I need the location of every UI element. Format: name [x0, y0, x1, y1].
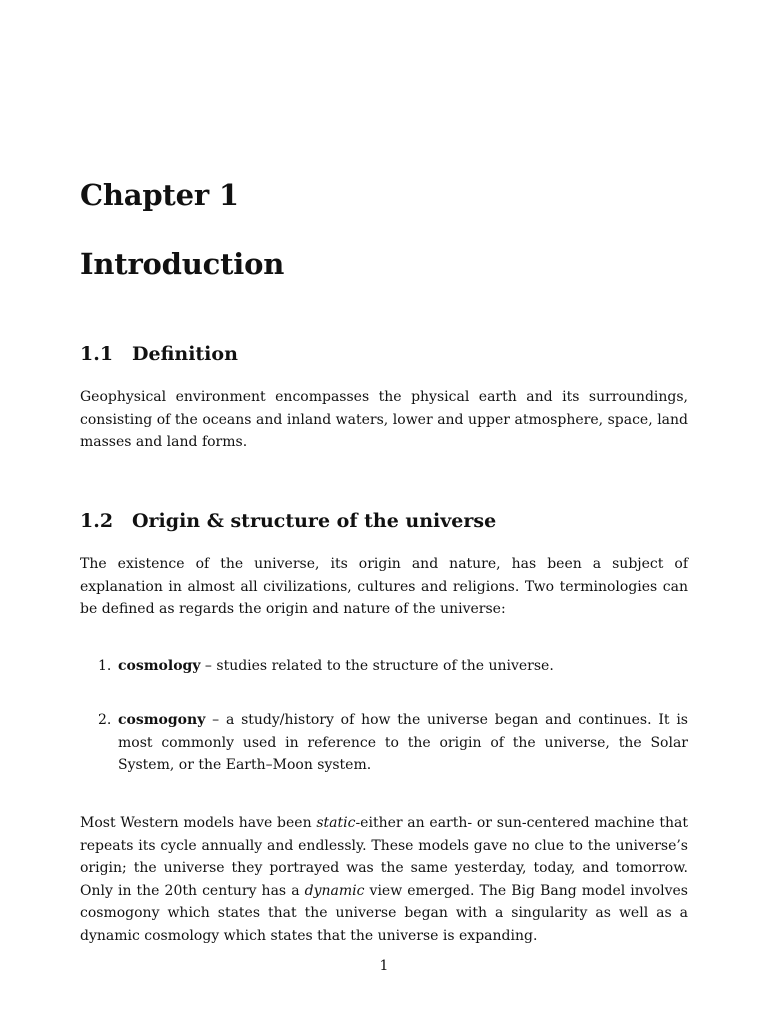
chapter-label: Chapter 1: [80, 178, 239, 212]
section-number: 1.2: [80, 510, 114, 532]
chapter-title: Introduction: [80, 247, 285, 281]
section-title: Definition: [132, 343, 238, 365]
definition-paragraph: Geophysical environment encompasses the physical earth and its surroundings, consisting of the oceans and inland waters, lower and upper atmosphere, space, land masses and land forms.: [80, 389, 688, 450]
term-cosmology: cosmology: [118, 658, 201, 674]
section-title: Origin & structure of the universe: [132, 510, 497, 532]
text-run: view emerged. The Big Bang model involves cosmogony which states that the universe began with a singularity as well as a dynamic cosmology which states that the universe is expanding.: [80, 882, 688, 944]
emphasis-static: static: [316, 815, 356, 831]
page-number: 1: [379, 958, 389, 974]
models-paragraph: [80, 812, 688, 947]
list-item-text: – a study/history of how the universe began and continues. It is most commonly used in reference to the origin of the universe, the Solar System, or the Earth–Moon system.: [118, 712, 688, 773]
list-item-text: – studies related to the structure of the universe.: [200, 658, 554, 674]
section-number: 1.1: [80, 343, 114, 365]
list-marker: 2.: [98, 712, 112, 728]
text-run: -either an earth- or sun-centered machine that repeats its cycle annually and endlessly. These models gave no clue to the universe’s origin; the universe they portrayed was the same yesterday, today, and tomorrow. Only in the 20th century has a: [80, 815, 689, 899]
origin-intro-paragraph: The existence of the universe, its origin and nature, has been a subject of explanation in almost all civilizations, cultures and religions. Two terminologies can be defined as regards the origin and nature of the universe:: [80, 556, 688, 617]
text-run: Most Western models have been: [80, 815, 317, 831]
list-item: [80, 655, 688, 678]
list-item: [80, 709, 688, 777]
list-marker: 1.: [98, 658, 112, 674]
emphasis-dynamic: dynamic: [304, 882, 365, 899]
section-heading-origin: [80, 510, 496, 532]
section-heading-definition: [80, 343, 238, 365]
term-cosmogony: cosmogony: [118, 712, 206, 728]
